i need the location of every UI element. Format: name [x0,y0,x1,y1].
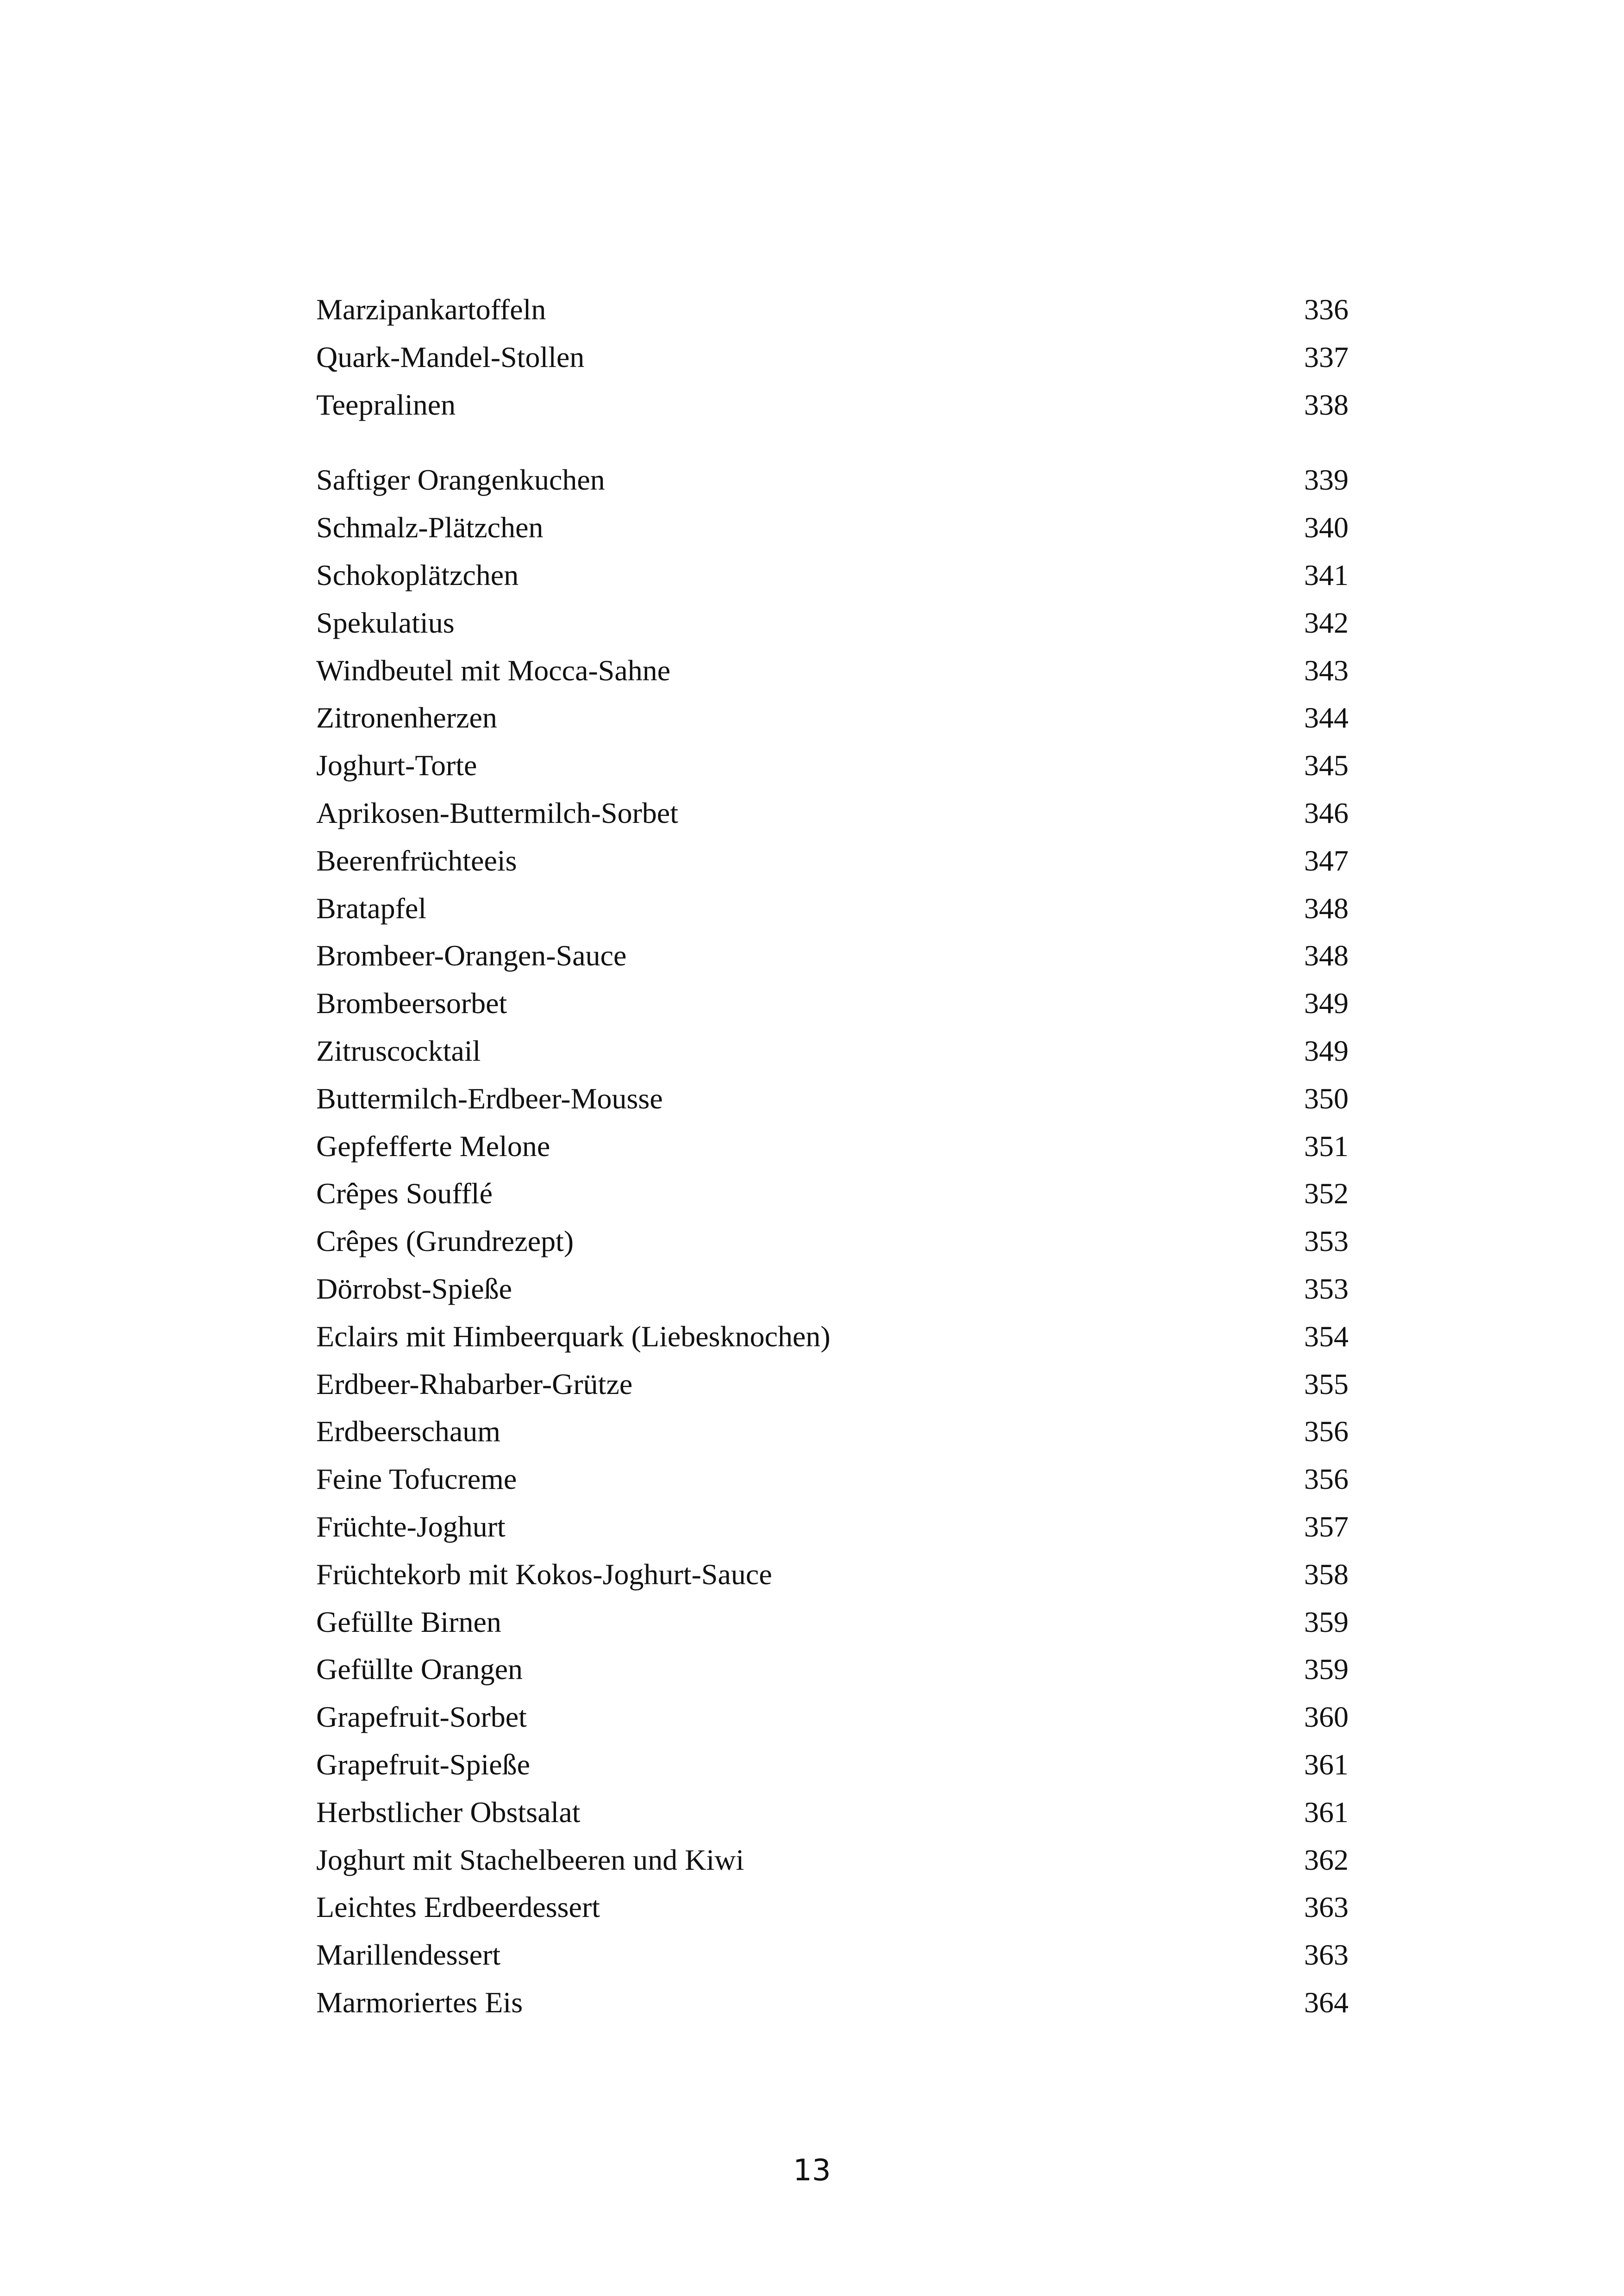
toc-entry-title: Saftiger Orangenkuchen [316,463,605,497]
toc-entry-title: Brombeer-Orangen-Sauce [316,939,627,972]
toc-entry-page: 348 [1304,891,1349,925]
toc-entry-title: Schokoplätzchen [316,558,519,591]
toc-entry-title: Gepfefferte Melone [316,1129,550,1163]
toc-entry-page: 355 [1304,1367,1349,1400]
toc-entry [316,504,1349,552]
toc-entry-title: Gefüllte Birnen [316,1605,501,1638]
toc-entry [316,1361,1349,1408]
toc-entry [316,885,1349,933]
toc-entry-page: 356 [1304,1462,1349,1496]
toc-entry-page: 347 [1304,844,1349,877]
toc-entry-title: Marzipankartoffeln [316,293,546,326]
toc-entry-page: 348 [1304,939,1349,972]
toc-entry-page: 362 [1304,1843,1349,1876]
toc-entry-title: Herbstlicher Obstsalat [316,1795,581,1829]
toc-entry [316,742,1349,790]
toc-entry-title: Erdbeer-Rhabarber-Grütze [316,1367,633,1400]
toc-entry-page: 341 [1304,558,1349,591]
toc-entry-title: Quark-Mandel-Stollen [316,340,585,373]
toc-entry [316,1599,1349,1646]
toc-entry-title: Teepralinen [316,388,456,421]
toc-entry-page: 343 [1304,653,1349,687]
toc-entry-title: Marillendessert [316,1938,501,1972]
toc-entry-page: 353 [1304,1225,1349,1258]
toc-entry-title: Leichtes Erdbeerdessert [316,1891,600,1924]
toc-entry-title: Feine Tofucreme [316,1462,517,1496]
toc-entry [316,694,1349,742]
toc-entry [316,381,1349,429]
toc-entry-page: 354 [1304,1319,1349,1353]
toc-entry-title: Grapefruit-Sorbet [316,1700,527,1734]
toc-entry-page: 361 [1304,1795,1349,1829]
toc-entry-page: 353 [1304,1272,1349,1305]
toc-entry [316,334,1349,381]
toc-entry-title: Brombeersorbet [316,987,507,1020]
toc-entry [316,599,1349,647]
toc-entry-page: 342 [1304,606,1349,639]
toc-entry-title: Zitruscocktail [316,1034,481,1067]
toc-entry-page: 344 [1304,701,1349,734]
toc-entry-page: 359 [1304,1653,1349,1686]
toc-entry-title: Windbeutel mit Mocca-Sahne [316,653,671,687]
toc-entry-page: 352 [1304,1177,1349,1210]
toc-entry [316,1456,1349,1503]
toc-entry-page: 346 [1304,796,1349,829]
toc-entry-page: 339 [1304,463,1349,497]
toc-entry [316,1693,1349,1741]
page-number: 13 [793,2153,831,2188]
toc-entry-page: 358 [1304,1557,1349,1591]
toc-entry [316,456,1349,504]
toc-entry-title: Früchtekorb mit Kokos-Joghurt-Sauce [316,1557,772,1591]
toc-entry-title: Crêpes Soufflé [316,1177,493,1210]
toc-entry [316,1789,1349,1836]
toc-entry-title: Bratapfel [316,891,427,925]
toc-entry-title: Dörrobst-Spieße [316,1272,512,1305]
toc-entry [316,552,1349,599]
toc-entry [316,1265,1349,1313]
toc-entry-page: 363 [1304,1891,1349,1924]
toc-entry [316,1123,1349,1170]
toc-entry-page: 359 [1304,1605,1349,1638]
toc-entry-title: Spekulatius [316,606,455,639]
toc-entry [316,1836,1349,1884]
toc-entry-title: Grapefruit-Spieße [316,1748,531,1781]
toc-entry-title: Gefüllte Orangen [316,1653,523,1686]
toc-entry-title: Schmalz-Plätzchen [316,511,543,544]
toc-entry [316,1931,1349,1979]
toc-entry-page: 337 [1304,340,1349,373]
toc-entry-page: 356 [1304,1415,1349,1448]
toc-entry [316,837,1349,885]
toc-entry-title: Joghurt-Torte [316,749,477,782]
toc-entry-page: 345 [1304,749,1349,782]
toc-entry [316,1408,1349,1456]
toc-entry-page: 349 [1304,987,1349,1020]
toc-entry [316,1551,1349,1599]
toc-entry-page: 351 [1304,1129,1349,1163]
toc-entry [316,1646,1349,1693]
toc-entry-title: Joghurt mit Stachelbeeren und Kiwi [316,1843,744,1876]
toc-entry-title: Beerenfrüchteeis [316,844,517,877]
toc-entry [316,980,1349,1027]
toc-entry-title: Erdbeerschaum [316,1415,501,1448]
toc-entry [316,1075,1349,1123]
toc-entry-page: 357 [1304,1510,1349,1543]
toc-entry [316,1313,1349,1361]
toc-entry-title: Zitronenherzen [316,701,497,734]
toc-entry [316,647,1349,695]
toc-entry [316,1503,1349,1551]
toc-entry [316,1170,1349,1218]
toc-entry-title: Crêpes (Grundrezept) [316,1225,574,1258]
toc-entry-page: 336 [1304,293,1349,326]
toc-entry-title: Buttermilch-Erdbeer-Mousse [316,1082,663,1115]
toc-entry [316,1218,1349,1265]
toc-entry-page: 338 [1304,388,1349,421]
toc-entry-page: 349 [1304,1034,1349,1067]
toc-entry [316,1027,1349,1075]
toc-entry-page: 350 [1304,1082,1349,1115]
toc-entry-title: Eclairs mit Himbeerquark (Liebesknochen) [316,1319,831,1353]
toc-entry [316,1741,1349,1789]
toc-entry [316,1884,1349,1931]
toc-entry-page: 363 [1304,1938,1349,1972]
toc-entry-page: 361 [1304,1748,1349,1781]
toc-entry-page: 360 [1304,1700,1349,1734]
toc-entry-title: Aprikosen-Buttermilch-Sorbet [316,796,679,829]
toc-entry-page: 364 [1304,1985,1349,2019]
toc-entry [316,932,1349,980]
toc-entry [316,286,1349,334]
toc-entry [316,1979,1349,2027]
toc-entry-title: Früchte-Joghurt [316,1510,506,1543]
toc-entry-title: Marmoriertes Eis [316,1985,523,2019]
table-of-contents [316,286,1349,2027]
toc-entry [316,790,1349,837]
toc-entry-page: 340 [1304,511,1349,544]
